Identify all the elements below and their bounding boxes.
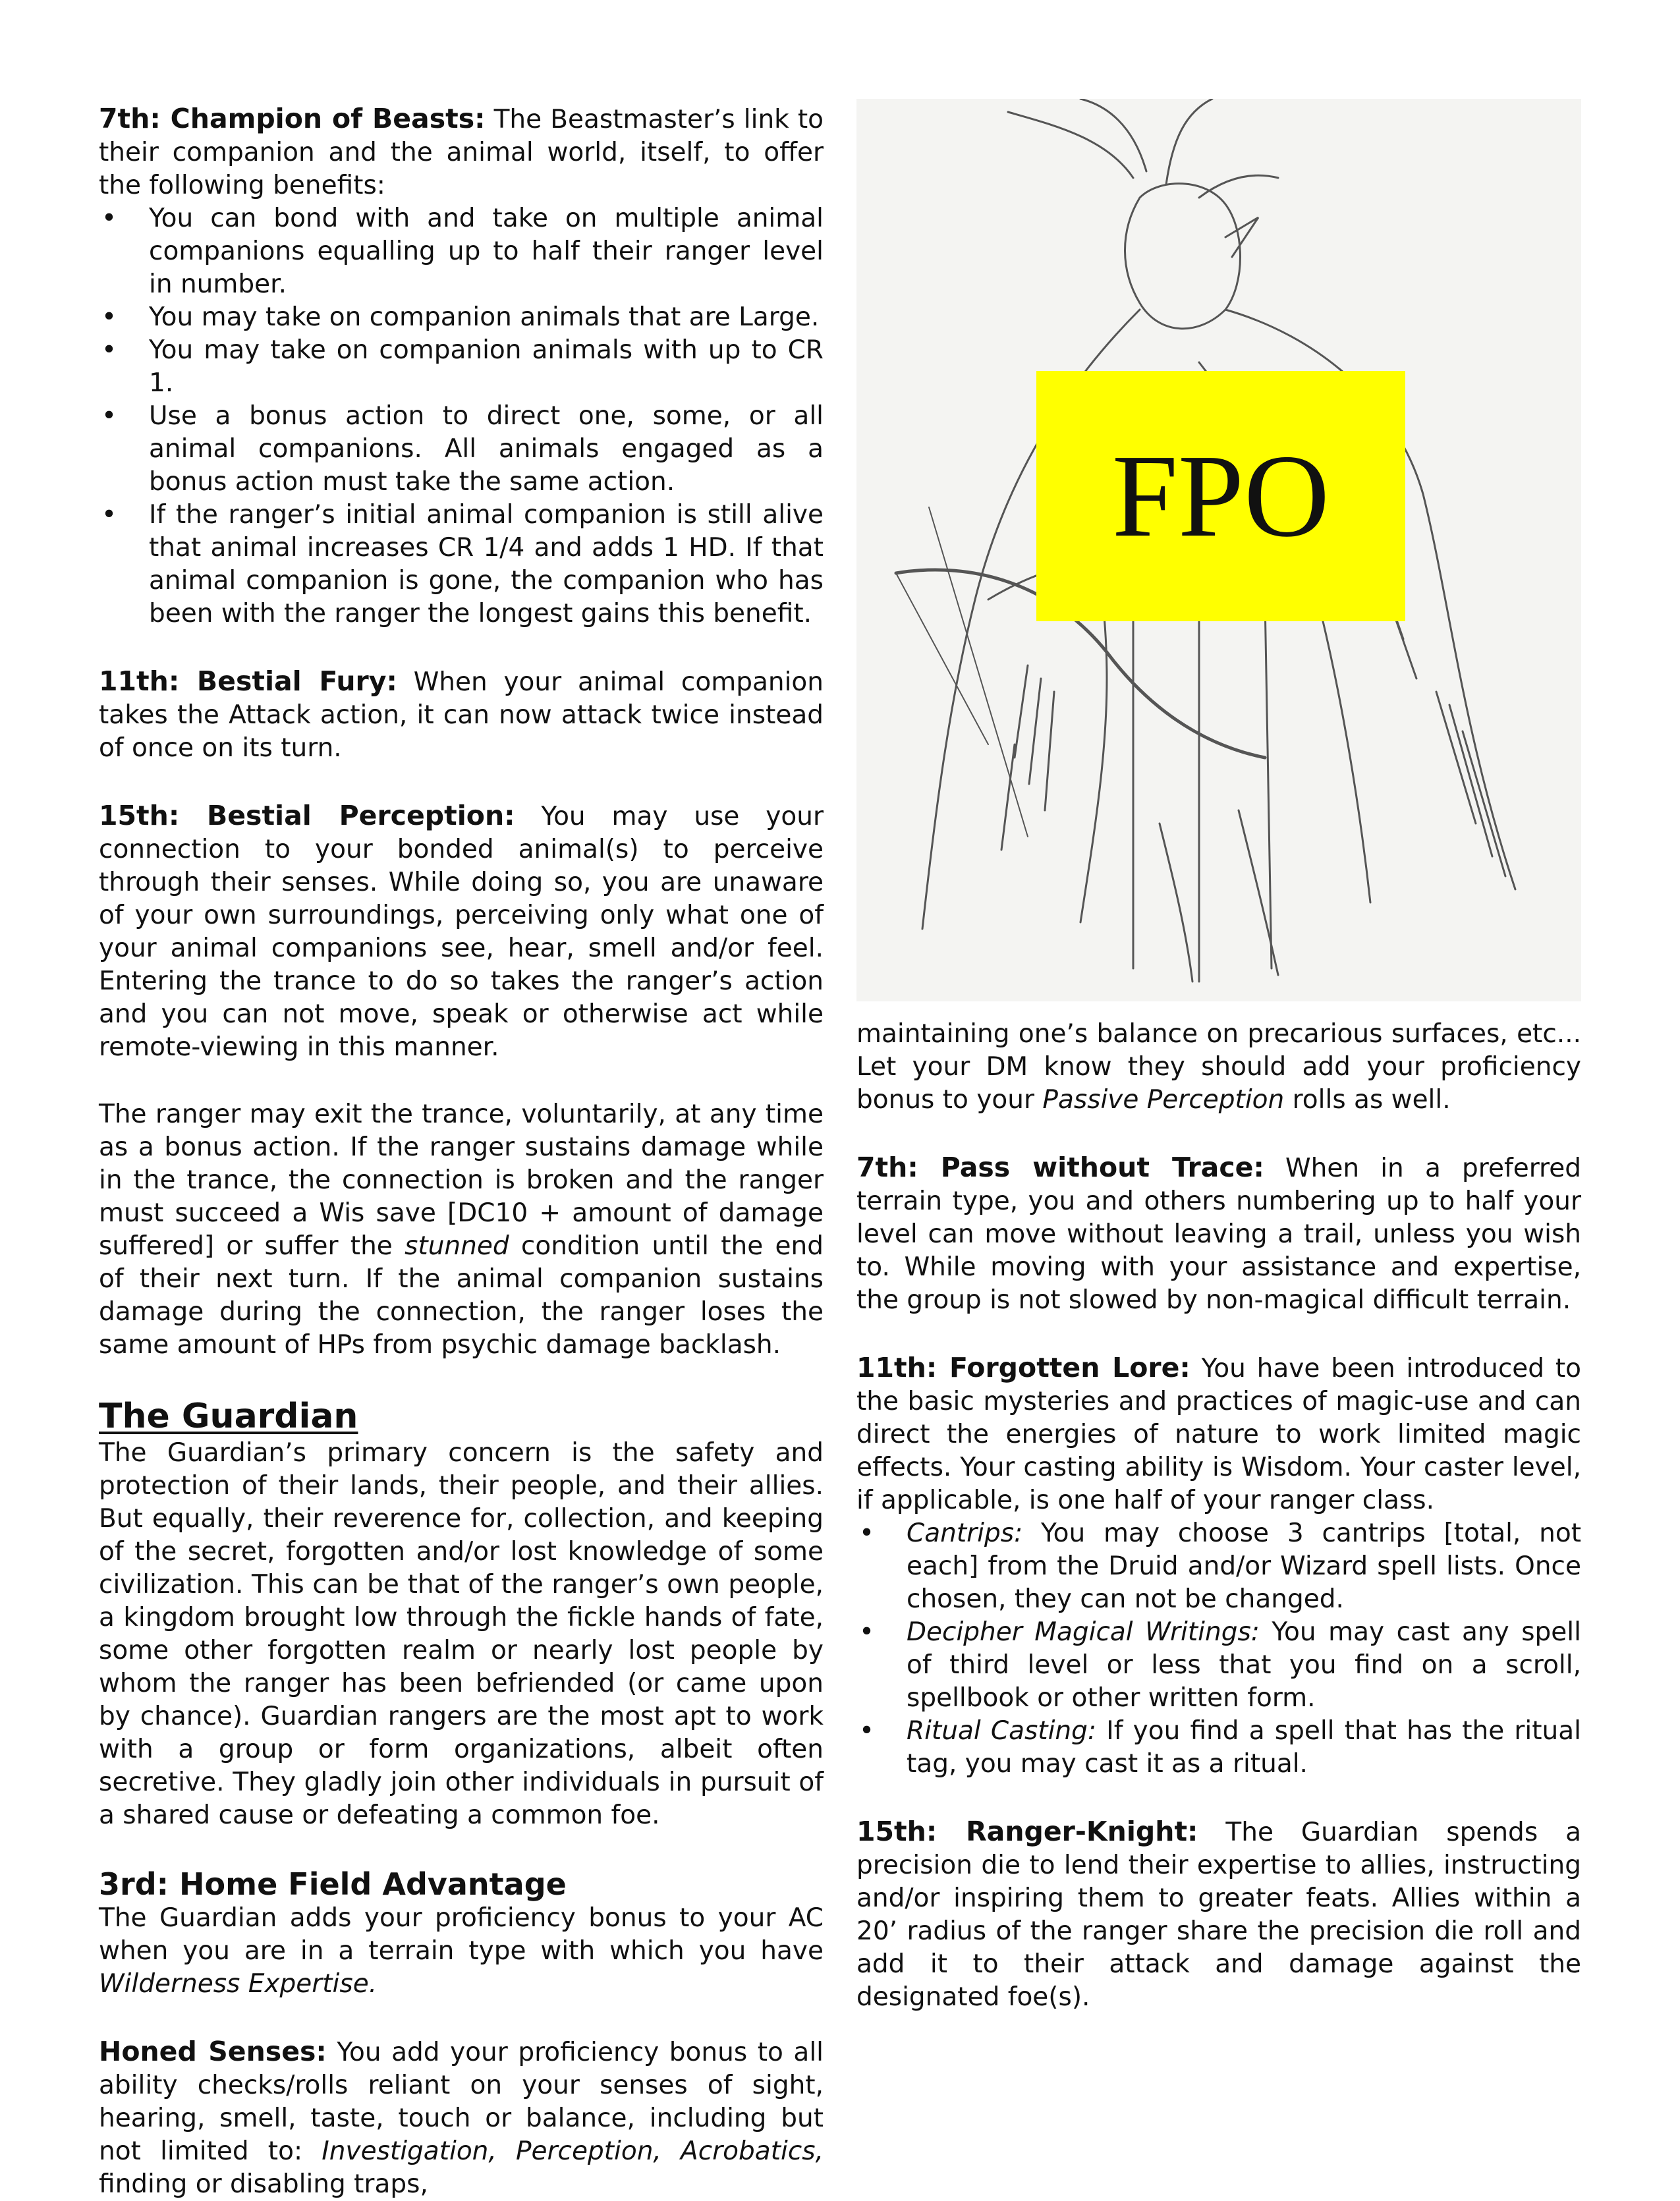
passive-perception-term: Passive Perception xyxy=(1042,1085,1285,1115)
home-field-paragraph xyxy=(99,1902,824,2001)
decipher-text: You may cast any spell of third level or less that you find on a scroll, spellbook or other written form. xyxy=(907,1617,1581,1713)
fpo-label: FPO xyxy=(1111,430,1330,561)
list-item xyxy=(856,1517,1581,1616)
bestial-perception-text: You may use your connection to your bonded animal(s) to perceive through their senses. While doing so, you are unaware of your own surroundings, perceiving only what one of your animal companions see, hear, smell and/or feel. Entering the trance to do so takes the ranger’s action and you can not move, speak or otherwise act while remote-viewing in this manner. xyxy=(99,802,824,1062)
ranger-knight-text: The Guardian spends a precision die to lend their expertise to allies, instructing and/or inspiring them to greater feats. Allies within a 20’ radius of the ranger share the precision die roll and add it to their attack and damage against the designated foe(s). xyxy=(856,1818,1581,2012)
list-item: • You can bond with and take on multiple animal companions equalling up to half their ranger level in number. xyxy=(99,202,824,301)
honed-senses-continued-paragraph xyxy=(856,1018,1581,1117)
home-field-text: The Guardian adds your proficiency bonus to your AC when you are in a terrain type with which you have xyxy=(99,1903,824,1966)
skills-term: Investigation, Perception, Acrobatics, xyxy=(322,2136,824,2166)
bestial-perception-heading: 15th: Bestial Perception: xyxy=(99,800,515,831)
list-item: • Use a bonus action to direct one, some, or all animal companions. All animals engaged as a bonus action must take the same action. xyxy=(99,400,824,499)
ranger-knight-paragraph xyxy=(856,1815,1581,2014)
home-field-section xyxy=(99,1866,824,2001)
honed-senses-paragraph xyxy=(99,2035,824,2201)
bestial-fury-paragraph xyxy=(99,665,824,765)
list-item: • If the ranger’s initial animal companion is still alive that animal increases CR 1/4 and adds 1 HD. If that animal companion is gone, the companion who has been with the ranger the longest gains this benefit. xyxy=(99,499,824,630)
honed-senses-text-b: finding or disabling traps, xyxy=(99,2169,428,2199)
trance-section xyxy=(99,1098,824,1362)
home-field-title: 3rd: Home Field Advantage xyxy=(99,1866,567,1902)
bestial-perception-paragraph xyxy=(99,799,824,1064)
honed-senses-text: You add your proficiency bonus to all ability checks/rolls reliant on your senses of sight, hearing, smell, taste, touch or balance, including but not limited to: xyxy=(99,2038,824,2166)
champion-intro-text: The Beastmaster’s link to their companion and the animal world, itself, to offer the following benefits: xyxy=(99,105,824,200)
ranger-knight-heading: 15th: Ranger-Knight: xyxy=(856,1816,1198,1847)
honed-senses-continued xyxy=(856,1018,1581,1117)
decipher-label: Decipher Magical Writings: xyxy=(907,1617,1260,1647)
list-item xyxy=(856,1715,1581,1781)
trance-text-b: condition until the end of their next turn. If the animal companion sustains damage during the connection, the ranger loses the same amount of HPs from psychic damage backlash. xyxy=(99,1231,824,1360)
guardian-title: The Guardian xyxy=(99,1397,358,1436)
left-column xyxy=(99,102,824,2201)
cantrips-text: You may choose 3 cantrips [total, not each] from the Druid and/or Wizard spell lists. Once chosen, they can not be changed. xyxy=(907,1518,1581,1614)
bestial-fury-heading: 11th: Bestial Fury: xyxy=(99,665,397,697)
right-column xyxy=(856,1018,1581,2014)
cantrips-label: Cantrips: xyxy=(907,1518,1023,1548)
fpo-placeholder xyxy=(1036,371,1405,621)
continued-text-a: maintaining one’s balance on precarious surfaces, etc... Let your DM know they should add your proficiency bonus to your xyxy=(856,1019,1581,1115)
continued-text-b: rolls as well. xyxy=(1284,1085,1451,1115)
guardian-section xyxy=(99,1396,824,1832)
wilderness-expertise-term: Wilderness Expertise. xyxy=(99,1969,378,1999)
forgotten-lore-paragraph xyxy=(856,1351,1581,1517)
list-item xyxy=(856,1616,1581,1715)
honed-senses-heading: Honed Senses: xyxy=(99,2036,327,2067)
ritual-label: Ritual Casting: xyxy=(907,1716,1097,1746)
forgotten-lore-text: You have been introduced to the basic mysteries and practices of magic-use and can direct the energies of nature to work limited magic effects. Your casting ability is Wisdom. Your caster level, if applicable, is one half of your ranger class. xyxy=(856,1354,1582,1515)
pass-without-trace-text: When in a preferred terrain type, you and others numbering up to half your level can move without leaving a trail, unless you wish to. While moving with your assistance and expertise, the group is not slowed by non-magical difficult terrain. xyxy=(856,1154,1581,1315)
ranger-knight-section xyxy=(856,1815,1581,2014)
bestial-perception-section xyxy=(99,799,824,1064)
champion-heading: 7th: Champion of Beasts: xyxy=(99,103,486,134)
champion-of-beasts-section xyxy=(99,102,824,630)
guardian-paragraph: The Guardian’s primary concern is the safety and protection of their lands, their people, and their allies. But equally, their reverence for, collection, and keeping of the secret, forgotten and/or lost knowledge of some civilization. This can be that of the ranger’s own people, a kingdom brought low through the fickle hands of fate, some other forgotten realm or nearly lost people by whom the ranger has been befriended (or came upon by chance). Guardian rangers are the most apt to work with a group or form organizations, albeit often secretive. They gladly join other individuals in pursuit of a shared cause or defeating a common foe. xyxy=(99,1438,824,1830)
list-item: • You may take on companion animals with up to CR 1. xyxy=(99,334,824,400)
trance-paragraph xyxy=(99,1098,824,1362)
honed-senses-section xyxy=(99,2035,824,2201)
bestial-fury-text: When your animal companion takes the Attack action, it can now attack twice instead of once on its turn. xyxy=(99,667,824,763)
champion-intro xyxy=(99,102,824,202)
pass-without-trace-heading: 7th: Pass without Trace: xyxy=(856,1152,1264,1183)
ritual-text: If you find a spell that has the ritual tag, you may cast it as a ritual. xyxy=(907,1716,1581,1779)
trance-text-a: The ranger may exit the trance, voluntarily, at any time as a bonus action. If the ranger sustains damage while in the trance, the connection is broken and the ranger must succeed a Wis save [DC10 + amount of damage suffered] or suffer the xyxy=(99,1100,824,1261)
champion-bullet-list xyxy=(99,202,824,630)
pass-without-trace-section xyxy=(856,1151,1581,1317)
forgotten-lore-heading: 11th: Forgotten Lore: xyxy=(856,1352,1190,1383)
forgotten-lore-section xyxy=(856,1351,1581,1781)
bestial-fury-section xyxy=(99,665,824,765)
stunned-term: stunned xyxy=(405,1231,509,1261)
list-item: • You may take on companion animals that are Large. xyxy=(99,301,824,334)
pass-without-trace-paragraph xyxy=(856,1151,1581,1317)
forgotten-lore-list xyxy=(856,1517,1581,1781)
